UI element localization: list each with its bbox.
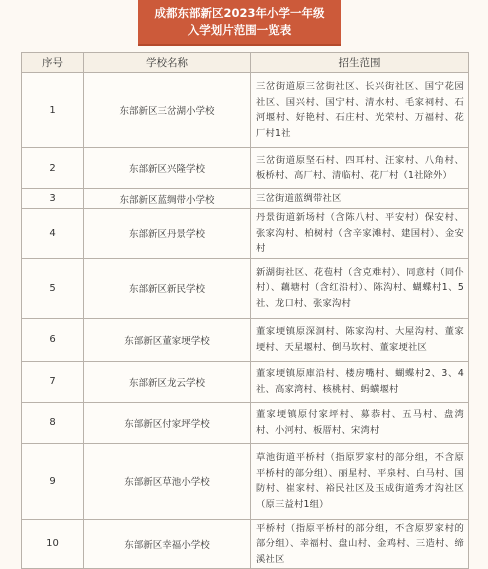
row-number: 4 (22, 209, 84, 259)
enrollment-range: 董家埂镇原庫沿村、楼房嘴村、蝴蝶村2、3、4社、高家湾村、核桃村、蚂蟥堰村 (251, 361, 469, 402)
enrollment-range: 草池街道平桥村（指原罗家村的部分组，不含原平桥村的部分组）、丽星村、平泉村、白马村、国防村、崔家村、裕民社区及玉成街道秀才沟社区（原三益村1组） (251, 443, 469, 519)
enrollment-range: 三岔街道原三岔街社区、长兴街社区、国宁花园社区、国兴村、国宁村、清水村、毛家祠村、石河堰村、好艳村、石庄村、光荣村、万福村、花厂村1社 (251, 73, 469, 148)
row-number: 3 (22, 189, 84, 209)
table-row (22, 402, 469, 443)
row-number: 5 (22, 258, 84, 318)
table-row (22, 148, 469, 189)
school-name: 东部新区蓝绸带小学校 (84, 189, 251, 209)
row-number: 9 (22, 443, 84, 519)
row-number: 8 (22, 402, 84, 443)
table-header-row (22, 53, 469, 73)
table-row (22, 189, 469, 209)
enrollment-range: 三岔街道蓝绸带社区 (251, 189, 469, 209)
school-name: 东部新区董家埂学校 (84, 318, 251, 361)
title-line-2: 入学划片范围一览表 (187, 23, 292, 37)
school-name: 东部新区兴隆学校 (84, 148, 251, 189)
header-school-name: 学校名称 (84, 53, 251, 73)
header-enrollment-range: 招生范围 (251, 53, 469, 73)
row-number: 2 (22, 148, 84, 189)
row-number: 1 (22, 73, 84, 148)
enrollment-range: 三岔街道原坚石村、四耳村、汪家村、八角村、板桥村、高厂村、清临村、花厂村（1社除外） (251, 148, 469, 189)
enrollment-range: 新湖街社区、花苞村（含克难村）、同意村（同仆村）、藕塘村（含红沿村）、陈沟村、蝴蝶村1、5社、龙口村、张家沟村 (251, 258, 469, 318)
table-row (22, 443, 469, 519)
school-name: 东部新区付家坪学校 (84, 402, 251, 443)
table-row (22, 361, 469, 402)
school-name: 东部新区丹景学校 (84, 209, 251, 259)
row-number: 6 (22, 318, 84, 361)
enrollment-range: 董家埂镇原付家坪村、募恭村、五马村、盘湾村、小河村、板厝村、宋湾村 (251, 402, 469, 443)
table-row (22, 258, 469, 318)
school-name: 东部新区龙云学校 (84, 361, 251, 402)
school-name: 东部新区新民学校 (84, 258, 251, 318)
enrollment-range: 丹景街道新场村（含陈八村、平安村）保安村、张家沟村、柏树村（含辛家滩村、建国村）、金安村 (251, 209, 469, 259)
row-number: 10 (22, 519, 84, 569)
title-line-1: 成都东部新区2023年小学一年级 (154, 6, 325, 20)
enrollment-range: 董家埂镇原深洞村、陈家沟村、大屋沟村、董家埂村、天星堰村、倒马坎村、董家埂社区 (251, 318, 469, 361)
school-name: 东部新区幸福小学校 (84, 519, 251, 569)
page-title-banner (138, 0, 341, 44)
school-name: 东部新区草池小学校 (84, 443, 251, 519)
header-number: 序号 (22, 53, 84, 73)
enrollment-table (21, 52, 469, 569)
table-row (22, 318, 469, 361)
table-row (22, 73, 469, 148)
table-row (22, 209, 469, 259)
table-row (22, 519, 469, 569)
enrollment-range: 平桥村（指原平桥村的部分组，不含原罗家村的部分组）、幸福村、盘山村、金鸡村、三造村、缔溪社区 (251, 519, 469, 569)
row-number: 7 (22, 361, 84, 402)
school-name: 东部新区三岔湖小学校 (84, 73, 251, 148)
